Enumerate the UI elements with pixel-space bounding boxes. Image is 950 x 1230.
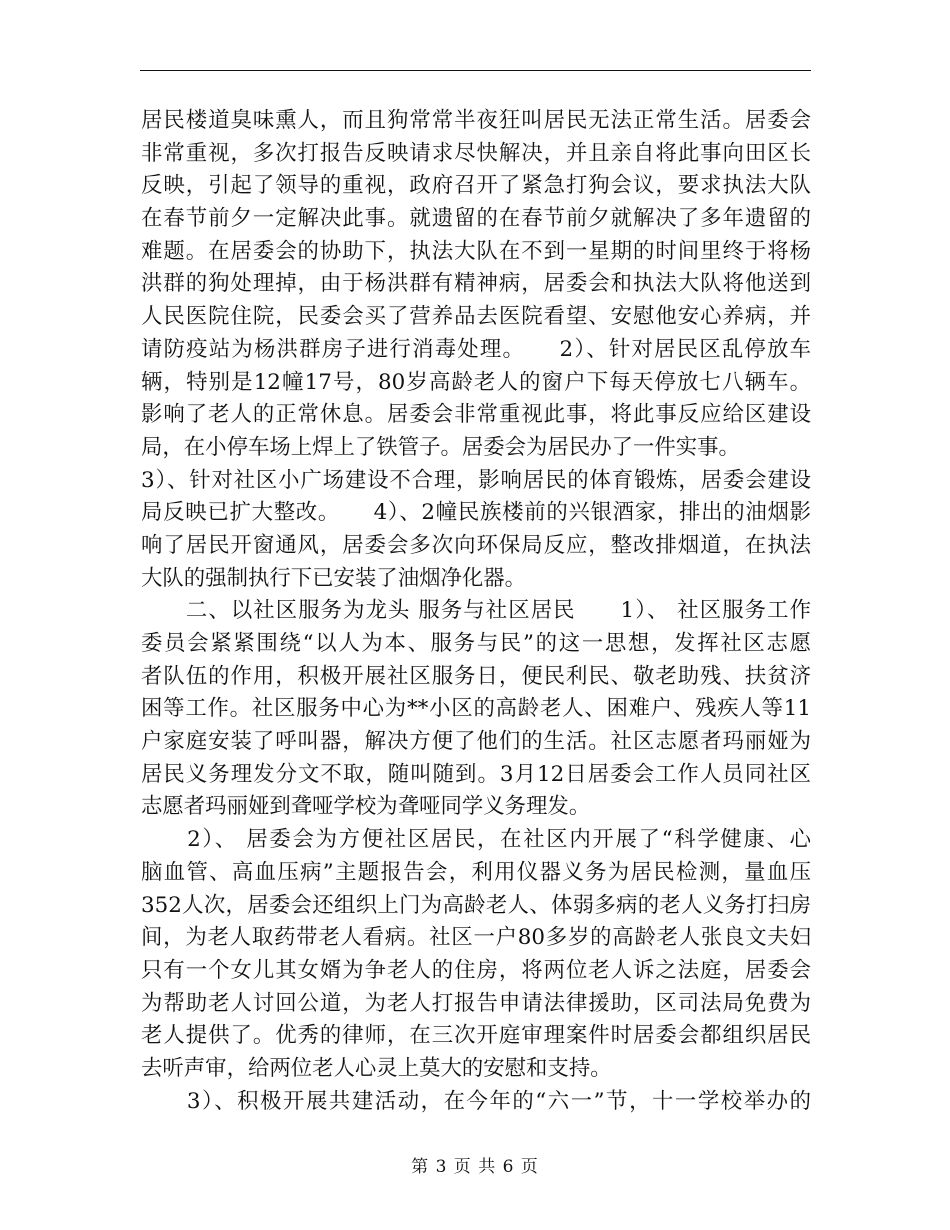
- text-line: 居民楼道臭味熏人，而且狗常常半夜狂叫居民无法正常生活。居委会: [141, 108, 811, 133]
- header-rule: [140, 70, 811, 71]
- document-body: [141, 105, 811, 1118]
- text-line: 难题。在居委会的协助下，执法大队在不到一星期的时间里终于将杨: [141, 238, 811, 264]
- text-line: 志愿者玛丽娅到聋哑学校为聋哑同学义务理发。: [141, 794, 591, 820]
- text-line: 脑血管、高血压病”主题报告会，利用仪器义务为居民检测，量血压: [141, 859, 811, 885]
- text-line: 请防疫站为杨洪群房子进行消毒处理。 2）、针对居民区乱停放车: [141, 336, 811, 362]
- text-line: 委员会紧紧围绕“以人为本、服务与民”的这一思想，发挥社区志愿: [141, 631, 811, 656]
- text-line: 352人次，居委会还组织上门为高龄老人、体弱多病的老人义务打扫房: [141, 892, 811, 918]
- text-line: 洪群的狗处理掉，由于杨洪群有精神病，居委会和执法大队将他送到: [141, 271, 811, 297]
- text-line: 响了居民开窗通风，居委会多次向环保局反应，整改排烟道，在执法: [141, 532, 811, 558]
- text-line: 2）、 居委会为方便社区居民，在社区内开展了“科学健康、心: [141, 827, 811, 853]
- text-line: 在春节前夕一定解决此事。就遗留的在春节前夕就解决了多年遗留的: [141, 206, 811, 232]
- text-line: 非常重视，多次打报告反映请求尽快解决，并且亲自将此事向田区长: [141, 140, 811, 166]
- text-line: 3）、积极开展共建活动，在今年的“六一”节，十一学校举办的: [141, 1088, 811, 1114]
- page-footer: 第 3 页 共 6 页: [411, 1157, 539, 1177]
- text-line: 困等工作。社区服务中心为**小区的高龄老人、困难户、残疾人等11: [141, 696, 811, 722]
- text-line: 局反映已扩大整改。 4）、2幢民族楼前的兴银酒家，排出的油烟影: [141, 500, 811, 526]
- text-line: 去听声审，给两位老人心灵上莫大的安慰和支持。: [141, 1055, 612, 1081]
- text-line: 为帮助老人讨回公道，为老人打报告申请法律援助，区司法局免费为: [141, 990, 811, 1016]
- text-line: 户家庭安装了呼叫器，解决方便了他们的生活。社区志愿者玛丽娅为: [141, 729, 811, 755]
- text-line: 二、以社区服务为龙头 服务与社区居民 1）、 社区服务工作: [141, 598, 811, 624]
- text-line: 只有一个女儿其女婿为争老人的住房，将两位老人诉之法庭，居委会: [141, 957, 811, 983]
- text-line: 大队的强制执行下已安装了油烟净化器。: [141, 565, 527, 591]
- text-line: 3）、针对社区小广场建设不合理，影响居民的体育锻炼，居委会建设: [141, 467, 811, 493]
- text-line: 影响了老人的正常休息。居委会非常重视此事，将此事反应给区建设: [141, 402, 811, 428]
- text-line: 者队伍的作用，积极开展社区服务日，便民利民、敬老助残、扶贫济: [141, 663, 811, 689]
- text-line: 老人提供了。优秀的律师，在三次开庭审理案件时居委会都组织居民: [141, 1023, 811, 1049]
- text-line: 局，在小停车场上焊上了铁管子。居委会为居民办了一件实事。: [141, 434, 740, 460]
- text-line: 居民义务理发分文不取，随叫随到。3月12日居委会工作人员同社区: [141, 761, 811, 787]
- text-line: 间，为老人取药带老人看病。社区一户80多岁的高龄老人张良文夫妇: [141, 925, 811, 951]
- text-line: 反映，引起了领导的重视，政府召开了紧急打狗会议，要求执法大队: [141, 173, 811, 199]
- text-line: 人民医院住院，民委会买了营养品去医院看望、安慰他安心养病，并: [141, 304, 811, 330]
- text-line: 辆，特别是12幢17号，80岁高龄老人的窗户下每天停放七八辆车。: [141, 369, 811, 395]
